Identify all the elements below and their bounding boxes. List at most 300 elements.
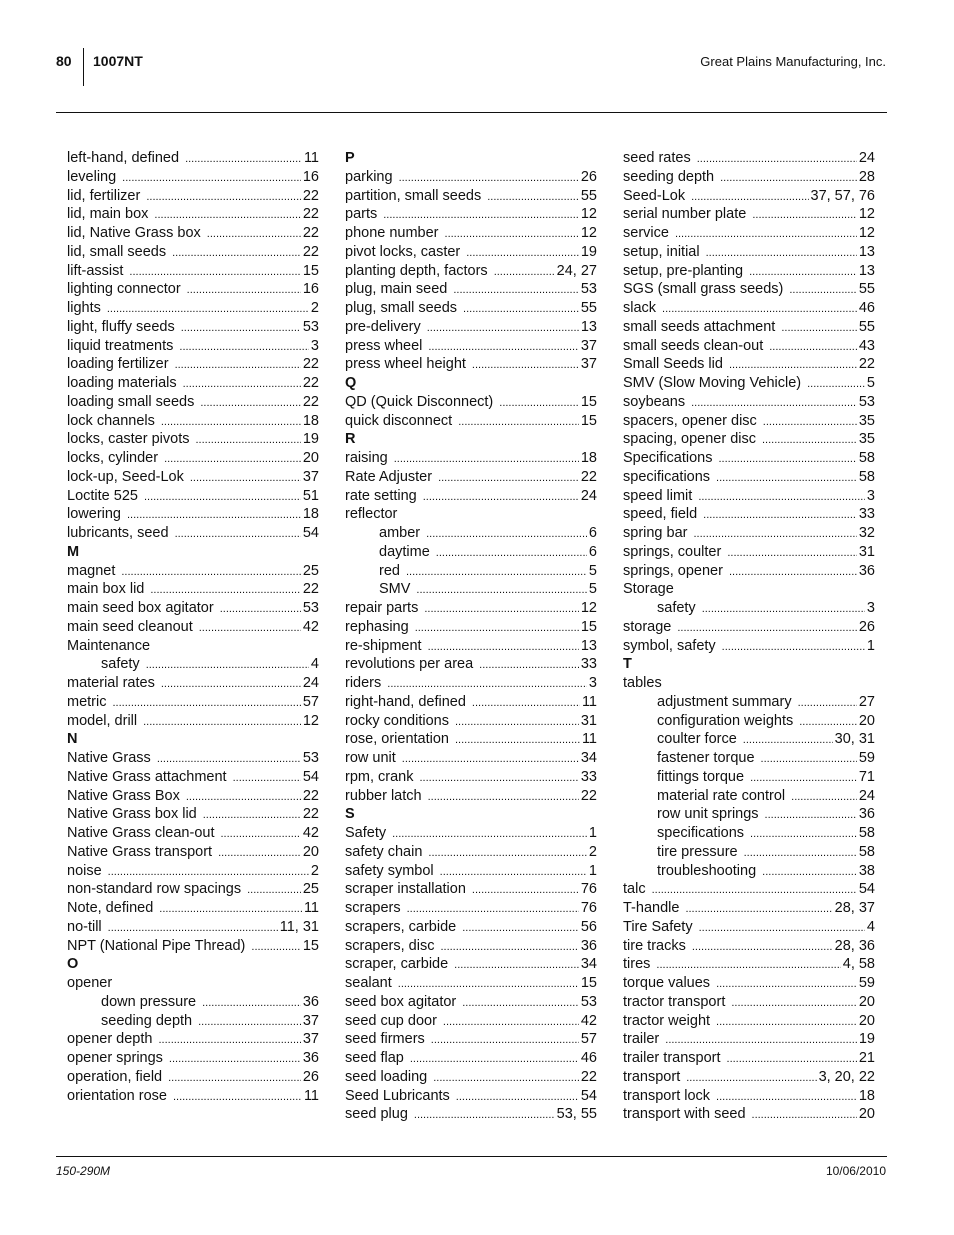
index-entry (623, 280, 875, 299)
dot-leader (169, 1050, 301, 1068)
index-term: no-till (67, 918, 102, 935)
index-entry (345, 899, 597, 918)
index-entry (345, 730, 597, 749)
index-term: rate setting (345, 487, 417, 504)
index-term: rpm, crank (345, 768, 414, 785)
index-entry (345, 824, 597, 843)
index-entry (345, 1012, 597, 1031)
index-subentry (67, 993, 319, 1012)
index-entry (623, 262, 875, 281)
index-entry (67, 580, 319, 599)
index-term: press wheel (345, 337, 423, 354)
index-term: main seed box agitator (67, 600, 214, 616)
index-page-ref: 33 (580, 656, 597, 673)
dot-leader (424, 600, 579, 618)
dot-leader (706, 244, 857, 262)
index-page-ref: 36 (580, 937, 597, 954)
dot-leader (729, 356, 857, 374)
dot-leader (744, 844, 857, 862)
index-page-ref: 25 (302, 881, 319, 898)
index-entry (345, 862, 597, 881)
index-subentry (623, 712, 875, 731)
index-page-ref: 58 (858, 450, 875, 466)
index-entry (623, 205, 875, 224)
index-subentry (623, 730, 875, 749)
index-term: lighting connector (67, 281, 181, 298)
index-page-ref: 13 (858, 262, 875, 279)
index-entry (623, 524, 875, 543)
dot-leader (158, 1031, 300, 1049)
index-term: rocky conditions (345, 712, 449, 729)
dot-leader (677, 619, 856, 637)
index-entry (623, 355, 875, 374)
index-entry (623, 1068, 875, 1087)
dot-leader (218, 844, 301, 862)
dot-leader (426, 525, 587, 543)
index-entry (345, 974, 597, 993)
index-term: transport lock (623, 1087, 711, 1104)
dot-leader (150, 581, 300, 599)
index-term: pivot locks, caster (345, 243, 461, 260)
index-term: revolutions per area (345, 656, 474, 673)
index-subentry (623, 768, 875, 787)
index-entry (345, 937, 597, 956)
index-page-ref: 24 (858, 787, 875, 804)
index-page-ref: 22 (302, 393, 319, 410)
dot-leader (175, 525, 301, 543)
index-page-ref: 31 (858, 543, 875, 560)
dot-leader (702, 600, 865, 618)
index-term: SGS (small grass seeds) (623, 281, 784, 298)
index-page-ref: 54 (302, 768, 319, 785)
index-subentry (67, 655, 319, 674)
index-term: Native Grass transport (67, 843, 213, 860)
dot-leader (479, 656, 579, 674)
index-entry (67, 1068, 319, 1087)
dot-leader (173, 1088, 302, 1106)
dot-leader (436, 544, 587, 562)
index-entry (67, 280, 319, 299)
index-entry (345, 955, 597, 974)
index-page-ref: 16 (302, 168, 319, 185)
index-page-ref: 22 (580, 1068, 597, 1085)
index-page-ref: 51 (302, 487, 319, 504)
index-group-heading: tables (623, 675, 662, 691)
index-page-ref: 13 (858, 243, 875, 260)
dot-leader (807, 375, 865, 393)
index-entry (623, 974, 875, 993)
index-term: repair parts (345, 600, 419, 616)
index-page-ref: 22 (302, 581, 319, 598)
index-term: seed flap (345, 1050, 404, 1066)
index-page-ref: 12 (580, 600, 597, 616)
index-page-ref: 13 (580, 318, 597, 335)
index-page-ref: 54 (302, 525, 319, 541)
index-term: seed rates (623, 150, 691, 166)
index-entry (345, 355, 597, 374)
index-term: tire pressure (657, 843, 738, 860)
dot-leader (699, 919, 865, 937)
dot-leader (463, 300, 579, 318)
index-group-heading: Storage (623, 581, 674, 598)
dot-leader (394, 450, 579, 468)
dot-leader (168, 1069, 301, 1087)
dot-leader (220, 600, 301, 618)
index-subentry (623, 599, 875, 618)
index-page-ref: 3 (866, 600, 875, 616)
index-page-ref: 53 (302, 318, 319, 335)
index-term: quick disconnect (345, 412, 453, 429)
dot-leader (693, 525, 856, 543)
index-page-ref: 2 (588, 843, 597, 860)
index-page-ref: 22 (858, 356, 875, 373)
index-page-ref: 2 (310, 300, 319, 316)
index-entry (623, 393, 875, 412)
index-page-ref: 54 (858, 881, 875, 898)
dot-leader (179, 338, 309, 356)
index-term: safety (101, 656, 140, 673)
index-term: scrapers (345, 900, 401, 916)
dot-leader (455, 731, 580, 749)
dot-leader (727, 544, 857, 562)
index-term: setup, initial (623, 243, 700, 260)
index-letter-heading: N (67, 731, 78, 748)
index-subentry (623, 824, 875, 843)
index-term: T-handle (623, 900, 680, 916)
index-term: small seeds attachment (623, 318, 776, 335)
dot-leader (402, 750, 579, 768)
dot-leader (752, 1106, 857, 1124)
index-entry (67, 318, 319, 337)
index-entry (345, 168, 597, 187)
index-subentry (345, 580, 597, 599)
dot-leader (431, 1031, 579, 1049)
index-page-ref: 12 (858, 225, 875, 241)
dot-leader (458, 413, 579, 431)
dot-leader (392, 825, 587, 843)
index-term: Specifications (623, 450, 713, 466)
index-page-ref: 19 (858, 1031, 875, 1048)
revision-date: 10/06/2010 (825, 1164, 886, 1178)
index-term: row unit (345, 750, 396, 766)
index-entry (345, 299, 597, 318)
index-term: non-standard row spacings (67, 881, 242, 898)
index-letter-heading: Q (345, 375, 357, 391)
index-entry (345, 674, 597, 693)
index-term: operation, field (67, 1068, 163, 1085)
index-subentry (623, 843, 875, 862)
index-entry (345, 487, 597, 506)
dot-leader (462, 994, 579, 1012)
index-page-ref: 59 (858, 975, 875, 991)
dot-leader (769, 338, 857, 356)
dot-leader (154, 206, 300, 224)
index-term: lights (67, 300, 101, 316)
footer-rule-line (56, 1156, 887, 1157)
index-entry (623, 149, 875, 168)
index-entry (623, 562, 875, 581)
index-term: pre-delivery (345, 318, 421, 335)
index-term: seeding depth (623, 168, 715, 185)
dot-leader (428, 338, 578, 356)
index-page-ref: 22 (302, 356, 319, 373)
dot-leader (196, 431, 301, 449)
index-entry (345, 787, 597, 806)
index-term: re-shipment (345, 637, 422, 654)
index-page-ref: 15 (302, 937, 319, 954)
dot-leader (144, 488, 301, 506)
dot-leader (445, 225, 579, 243)
index-page-ref: 32 (858, 525, 875, 541)
index-page-ref: 11 (303, 900, 319, 916)
index-term: loading fertilizer (67, 356, 169, 373)
index-entry (67, 618, 319, 637)
index-entry (67, 843, 319, 862)
index-page-ref: 20 (858, 1012, 875, 1029)
index-term: trailer transport (623, 1050, 721, 1066)
index-term: rubber latch (345, 787, 422, 804)
index-term: main seed cleanout (67, 618, 193, 635)
index-entry (623, 1012, 875, 1031)
dot-leader (416, 581, 587, 599)
index-entry (345, 280, 597, 299)
dot-leader (743, 731, 833, 749)
dot-leader (121, 563, 300, 581)
index-entry (623, 187, 875, 206)
index-term: lid, main box (67, 206, 149, 223)
index-term: opener depth (67, 1031, 153, 1048)
index-term: spring bar (623, 525, 688, 541)
index-page-ref: 16 (302, 281, 319, 298)
index-term: phone number (345, 225, 439, 241)
index-page-ref: 3 (310, 337, 319, 354)
index-subentry (345, 562, 597, 581)
index-term: trailer (623, 1031, 660, 1048)
dot-leader (122, 169, 301, 187)
dot-leader (181, 319, 301, 337)
index-term: seed box agitator (345, 993, 457, 1010)
dot-leader (129, 263, 300, 281)
dot-leader (691, 394, 857, 412)
dot-leader (675, 225, 857, 243)
index-page-ref: 19 (302, 431, 319, 448)
dot-leader (722, 638, 865, 656)
index-entry (345, 187, 597, 206)
index-term: seed firmers (345, 1031, 425, 1048)
index-page-ref: 6 (588, 525, 597, 541)
index-subentry (623, 862, 875, 881)
dot-leader (686, 1069, 816, 1087)
index-letter-heading: T (623, 656, 632, 673)
index-page-ref: 42 (302, 825, 319, 841)
index-entry (623, 299, 875, 318)
index-page-ref: 43 (858, 337, 875, 354)
index-entry (345, 243, 597, 262)
index-entry (623, 1105, 875, 1124)
index-page-ref: 11 (303, 150, 319, 166)
index-term: seed plug (345, 1106, 408, 1123)
index-term: tires (623, 956, 651, 973)
index-entry (67, 1030, 319, 1049)
index-entry (67, 262, 319, 281)
index-page-ref: 53 (302, 750, 319, 766)
index-term: locks, caster pivots (67, 431, 190, 448)
index-term: lock-up, Seed-Lok (67, 468, 184, 485)
index-term: Safety (345, 825, 387, 841)
index-term: rose, orientation (345, 731, 449, 748)
index-page-ref: 4 (866, 918, 875, 935)
dot-leader (399, 169, 579, 187)
dot-leader (428, 788, 579, 806)
index-page-ref: 18 (580, 450, 597, 466)
index-term: Small Seeds lid (623, 356, 723, 373)
index-entry (345, 693, 597, 712)
index-entry (623, 918, 875, 937)
index-term: press wheel height (345, 356, 466, 373)
dot-leader (731, 994, 857, 1012)
index-page-ref: 20 (858, 1106, 875, 1123)
index-page-ref: 55 (580, 300, 597, 316)
index-term: material rate control (657, 787, 786, 804)
index-term: tractor transport (623, 993, 726, 1010)
index-page-ref: 53 (858, 393, 875, 410)
index-term: speed limit (623, 487, 693, 504)
index-page-ref: 37 (302, 1012, 319, 1029)
index-subentry (345, 524, 597, 543)
index-column-2 (345, 149, 597, 1124)
index-entry (345, 224, 597, 243)
index-entry (623, 243, 875, 262)
index-term: seeding depth (101, 1012, 193, 1029)
index-page-ref: 18 (858, 1087, 875, 1104)
index-term: seed cup door (345, 1012, 437, 1029)
dot-leader (716, 469, 857, 487)
dot-leader (423, 488, 579, 506)
index-page-ref: 18 (302, 412, 319, 429)
index-entry (345, 618, 597, 637)
dot-leader (175, 356, 301, 374)
dot-leader (750, 825, 857, 843)
index-term: model, drill (67, 712, 138, 729)
dot-leader (652, 881, 857, 899)
index-term: lift-assist (67, 262, 124, 279)
index-subentry (67, 1012, 319, 1031)
index-page-ref: 11 (581, 731, 597, 748)
dot-leader (387, 675, 587, 693)
index-page-ref: 28, 36 (834, 937, 875, 954)
index-term: material rates (67, 675, 155, 691)
index-page-ref: 37 (580, 337, 597, 354)
dot-leader (207, 225, 301, 243)
index-entry (67, 880, 319, 899)
dot-leader (159, 900, 302, 918)
index-entry (67, 187, 319, 206)
index-entry (623, 1087, 875, 1106)
index-entry (623, 955, 875, 974)
index-page-ref: 37, 57, 76 (810, 187, 875, 204)
index-entry (345, 262, 597, 281)
index-page-ref: 5 (588, 581, 597, 598)
index-page-ref: 46 (858, 300, 875, 316)
index-entry (67, 787, 319, 806)
index-entry (67, 299, 319, 318)
index-entry (67, 899, 319, 918)
index-term: Native Grass attachment (67, 768, 227, 785)
index-page-ref: 24 (302, 675, 319, 691)
index-term: main box lid (67, 581, 145, 598)
index-entry (67, 1087, 319, 1106)
dot-leader (472, 881, 579, 899)
index-entry (67, 468, 319, 487)
index-term: orientation rose (67, 1087, 167, 1104)
dot-leader (472, 356, 579, 374)
dot-leader (233, 769, 301, 787)
index-term: Note, defined (67, 900, 154, 916)
dot-leader (107, 300, 309, 318)
index-page-ref: 22 (302, 787, 319, 804)
index-page-ref: 55 (580, 187, 597, 204)
dot-leader (466, 244, 579, 262)
dot-leader (703, 506, 857, 524)
dot-leader (662, 300, 857, 318)
dot-leader (127, 506, 301, 524)
index-term: noise (67, 862, 102, 879)
dot-leader (752, 206, 857, 224)
index-page-ref: 42 (580, 1012, 597, 1029)
index-page-ref: 37 (580, 356, 597, 373)
index-term: coulter force (657, 731, 737, 748)
index-page-ref: 35 (858, 431, 875, 448)
index-entry (67, 768, 319, 787)
index-term: springs, coulter (623, 543, 722, 560)
index-term: tire tracks (623, 937, 686, 954)
index-entry (623, 449, 875, 468)
index-page-ref: 25 (302, 562, 319, 579)
index-entry (345, 1030, 597, 1049)
index-entry (345, 599, 597, 618)
index-term: Rate Adjuster (345, 468, 433, 485)
index-term: lock channels (67, 412, 155, 429)
index-page-ref: 15 (302, 262, 319, 279)
index-entry (623, 899, 875, 918)
dot-leader (199, 619, 301, 637)
index-entry (623, 224, 875, 243)
index-entry (67, 430, 319, 449)
index-term: row unit springs (657, 806, 759, 823)
index-page-ref: 3, 20, 22 (818, 1068, 875, 1085)
index-entry (67, 824, 319, 843)
index-page-ref: 37 (302, 1031, 319, 1048)
dot-leader (415, 619, 579, 637)
index-entry (345, 993, 597, 1012)
dot-leader (716, 1013, 857, 1031)
index-page-ref: 1 (588, 825, 597, 841)
index-page-ref: 12 (302, 712, 319, 729)
index-entry (623, 637, 875, 656)
index-entry (67, 149, 319, 168)
index-letter-heading: P (345, 150, 355, 166)
index-term: Native Grass box lid (67, 806, 197, 823)
index-entry (67, 599, 319, 618)
index-entry (623, 880, 875, 899)
index-term: locks, cylinder (67, 450, 159, 466)
dot-leader (750, 769, 857, 787)
index-entry (67, 393, 319, 412)
dot-leader (185, 150, 302, 168)
index-entry (623, 993, 875, 1012)
dot-leader (428, 844, 587, 862)
index-entry (67, 524, 319, 543)
